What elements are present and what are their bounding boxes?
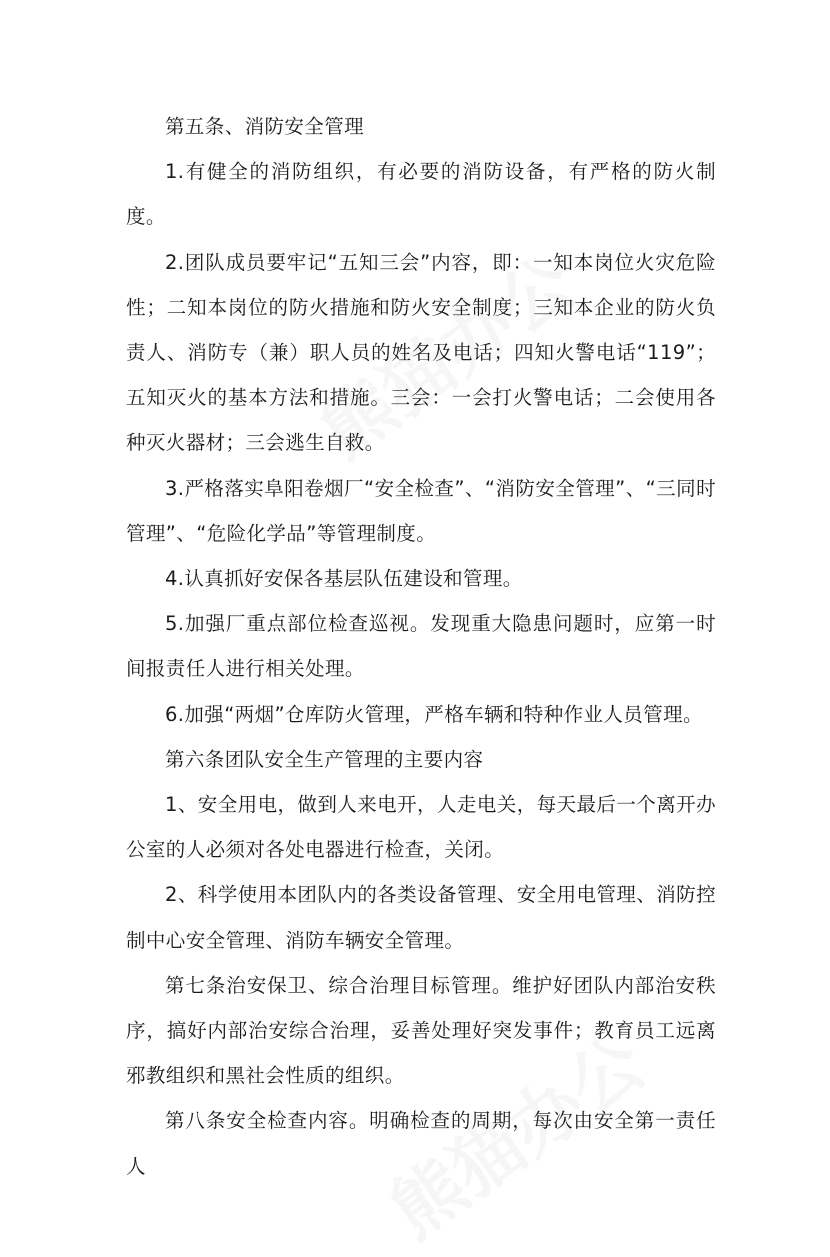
- paragraph: 1、安全用电，做到人来电开，人走电关，每天最后一个离开办公室的人必须对各处电器进行检查，关闭。: [126, 793, 716, 862]
- paragraph: 2.团队成员要牢记“五知三会”内容，即：一知本岗位火灾危险性；二知本岗位的防火措施和防火安全制度；三知本企业的防火负责人、消防专（兼）职人员的姓名及电话；四知火警电话“119”；五知灭火的基本方法和措施。三会：一会打火警电话；二会使用各种灭火器材；三会逃生自救。: [126, 250, 716, 455]
- paragraph: 3.严格落实阜阳卷烟厂“安全检查”、“消防安全管理”、“三同时管理”、“危险化学品”等管理制度。: [126, 476, 716, 545]
- section-heading-6: 第六条团队安全生产管理的主要内容: [165, 747, 484, 771]
- document-body: [126, 104, 716, 1189]
- section-paragraph-8: 第八条安全检查内容。明确检查的周期，每次由安全第一责任人: [126, 1109, 716, 1178]
- paragraph: 6.加强“两烟”仓库防火管理，严格车辆和特种作业人员管理。: [165, 702, 703, 726]
- paragraph: 1.有健全的消防组织，有必要的消防设备，有严格的防火制度。: [126, 160, 716, 229]
- paragraph: 4.认真抓好安保各基层队伍建设和管理。: [165, 567, 523, 591]
- paragraph: 2、科学使用本团队内的各类设备管理、安全用电管理、消防控制中心安全管理、消防车辆安全管理。: [126, 883, 716, 952]
- paragraph: 5.加强厂重点部位检查巡视。发现重大隐患问题时，应第一时间报责任人进行相关处理。: [126, 612, 716, 681]
- section-heading-5: 第五条、消防安全管理: [165, 115, 365, 138]
- section-paragraph-7: 第七条治安保卫、综合治理目标管理。维护好团队内部治安秩序，搞好内部治安综合治理，妥善处理好突发事件；教育员工远离邪教组织和黑社会性质的组织。: [126, 973, 716, 1088]
